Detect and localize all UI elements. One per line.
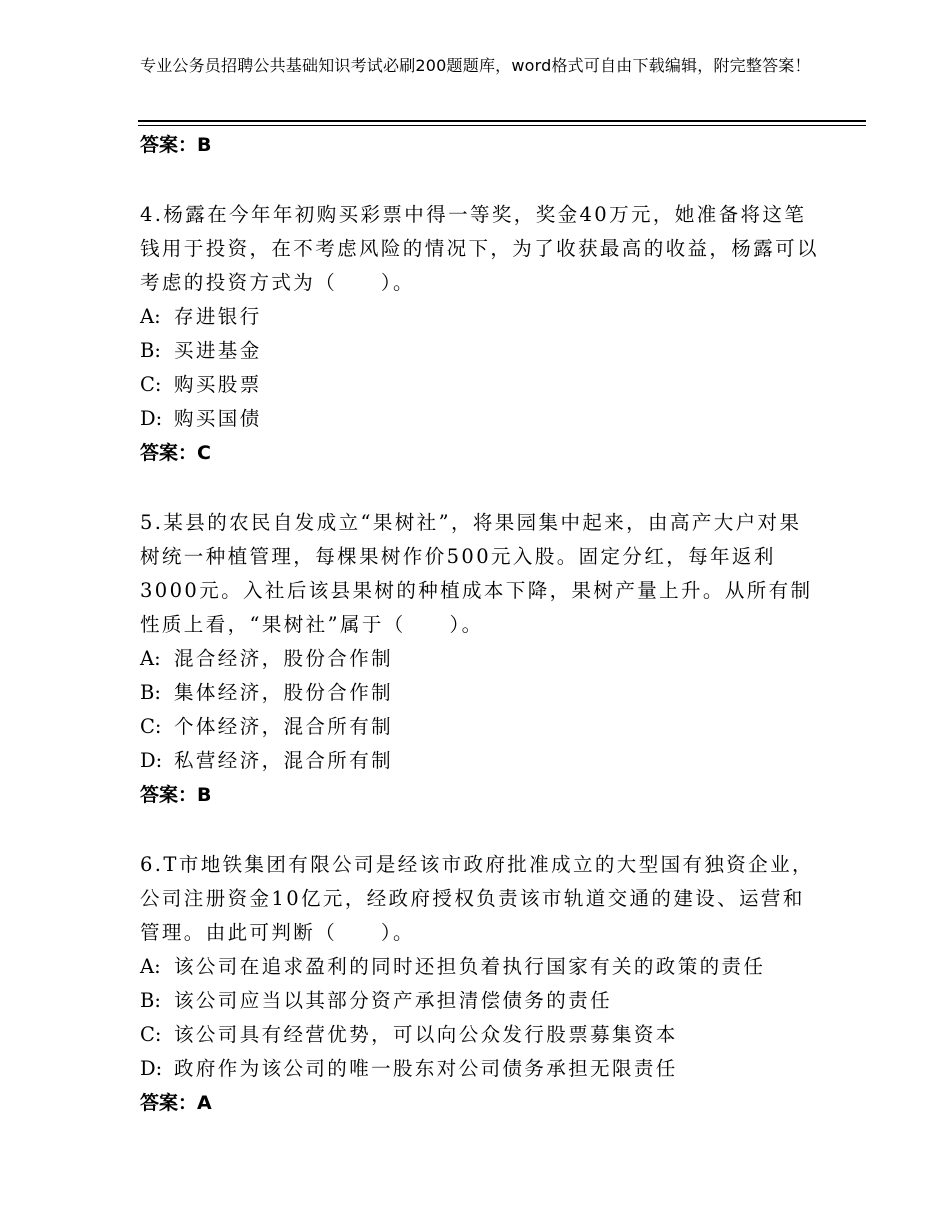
question-5 xyxy=(140,506,820,812)
option-letter: D: xyxy=(140,407,163,430)
option-b xyxy=(140,334,820,368)
question-6 xyxy=(140,848,820,1120)
option-text: 该公司在追求盈利的同时还担负着执行国家有关的政策的责任 xyxy=(174,955,766,978)
option-text: 政府作为该公司的唯一股东对公司债务承担无限责任 xyxy=(174,1057,678,1080)
option-a xyxy=(140,950,820,984)
option-a xyxy=(140,300,820,334)
question-stem: 4.杨露在今年年初购买彩票中得一等奖，奖金40万元，她准备将这笔钱用于投资，在不考虑风险的情况下，为了收获最高的收益，杨露可以考虑的投资方式为（ ）。 xyxy=(140,203,819,294)
option-letter: D: xyxy=(140,749,163,772)
option-letter: B: xyxy=(140,989,161,1012)
option-text: 个体经济，混合所有制 xyxy=(174,715,394,738)
option-b xyxy=(140,984,820,1018)
option-letter: A: xyxy=(140,305,161,328)
option-letter: C: xyxy=(140,1023,162,1046)
option-letter: C: xyxy=(140,373,162,396)
option-text: 购买国债 xyxy=(174,407,262,430)
question-answer: 答案：A xyxy=(140,1092,212,1114)
option-text: 买进基金 xyxy=(174,339,262,362)
option-letter: B: xyxy=(140,339,161,362)
question-answer: 答案：C xyxy=(140,442,211,464)
option-c xyxy=(140,368,820,402)
question-stem: 6.T市地铁集团有限公司是经该市政府批准成立的大型国有独资企业，公司注册资金10亿元，经政府授权负责该市轨道交通的建设、运营和管理。由此可判断（ ）。 xyxy=(140,853,814,944)
option-d xyxy=(140,402,820,436)
header-text: 专业公务员招聘公共基础知识考试必刷200题题库，word格式可自由下载编辑，附完整答案！ xyxy=(140,56,811,75)
option-d xyxy=(140,744,820,778)
option-letter: D: xyxy=(140,1057,163,1080)
question-answer: 答案：B xyxy=(140,784,212,806)
option-c xyxy=(140,1018,820,1052)
page-header xyxy=(140,54,820,77)
option-b xyxy=(140,676,820,710)
option-text: 私营经济，混合所有制 xyxy=(174,749,394,772)
option-text: 存进银行 xyxy=(174,305,262,328)
header-rule-thick xyxy=(138,120,866,122)
option-c xyxy=(140,710,820,744)
option-d xyxy=(140,1052,820,1086)
question-list xyxy=(140,128,820,1120)
option-letter: A: xyxy=(140,647,161,670)
option-letter: B: xyxy=(140,681,161,704)
question-stem: 5.某县的农民自发成立“果树社”，将果园集中起来，由高产大户对果树统一种植管理，每棵果树作价500元入股。固定分红，每年返利3000元。入社后该县果树的种植成本下降，果树产量上升。从所有制性质上看，“果树社”属于（ ）。 xyxy=(140,511,813,636)
option-text: 该公司应当以其部分资产承担清偿债务的责任 xyxy=(174,989,613,1012)
option-text: 集体经济，股份合作制 xyxy=(174,681,394,704)
option-text: 该公司具有经营优势，可以向公众发行股票募集资本 xyxy=(174,1023,678,1046)
option-text: 购买股票 xyxy=(174,373,262,396)
question-4 xyxy=(140,198,820,470)
option-letter: C: xyxy=(140,715,162,738)
option-text: 混合经济，股份合作制 xyxy=(174,647,394,670)
option-letter: A: xyxy=(140,955,161,978)
header-rule-thin xyxy=(138,125,866,126)
option-a xyxy=(140,642,820,676)
previous-answer: 答案：B xyxy=(140,134,212,156)
